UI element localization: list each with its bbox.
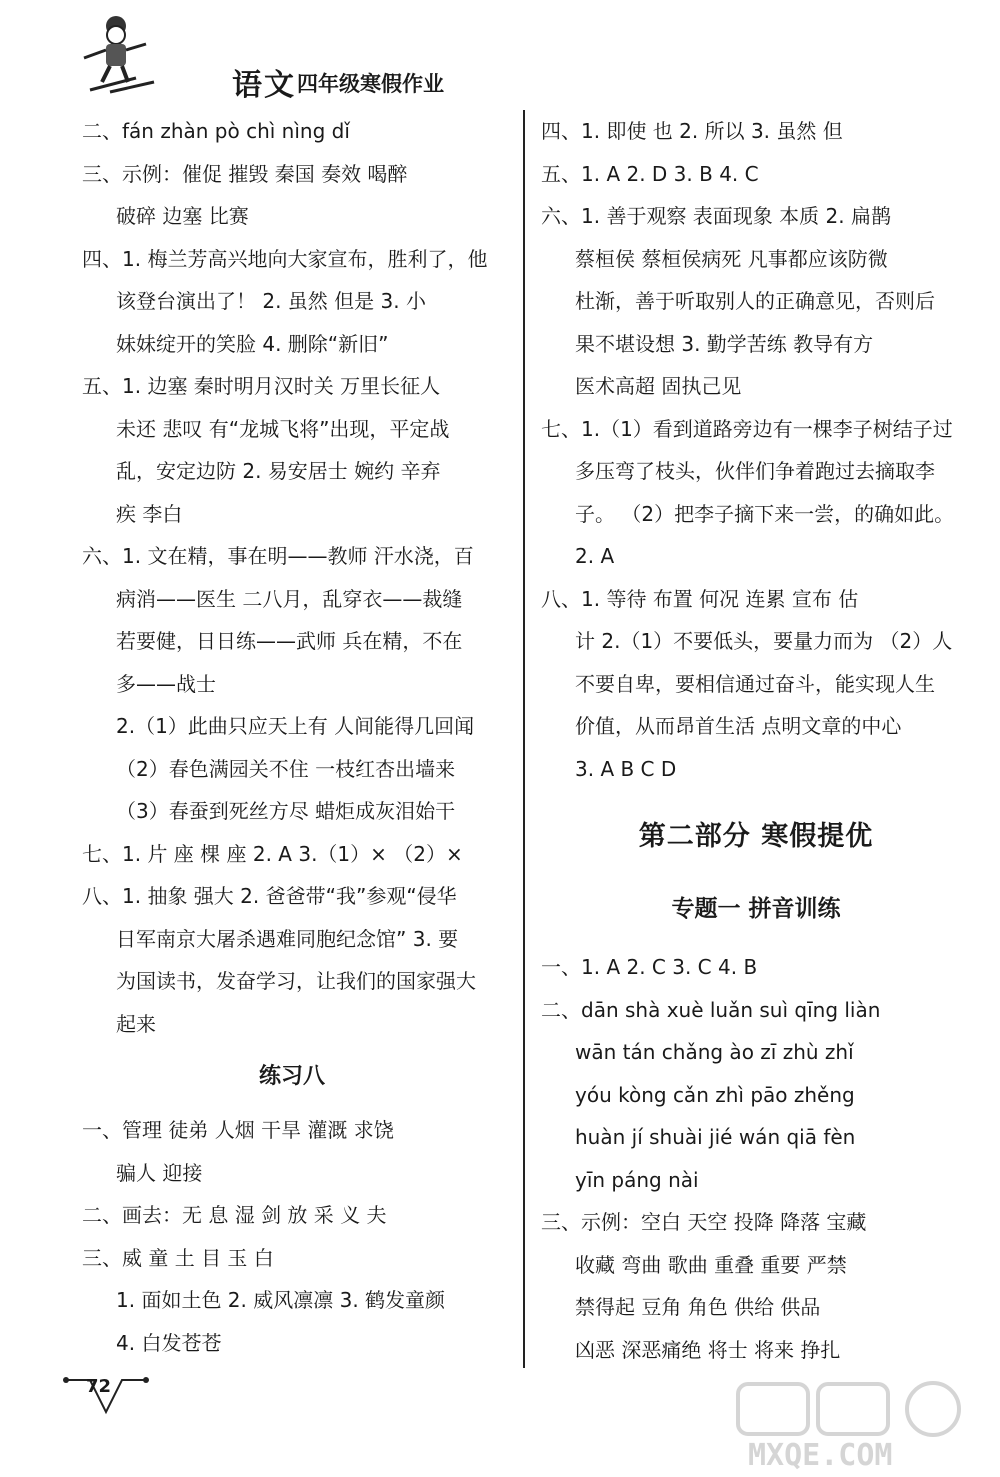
answer-line: 破碎 边塞 比赛 <box>116 204 249 228</box>
right-answer-block <box>541 110 971 790</box>
answer-line: 四、1. 梅兰芳高兴地向大家宣布，胜利了，他 <box>82 246 488 271</box>
answer-line: 果不堪设想 3. 勤学苦练 教导有方 <box>575 331 874 356</box>
answer-line: 蔡桓侯 蔡桓侯病死 凡事都应该防微 <box>575 246 888 271</box>
answer-line: 2. A <box>575 544 615 568</box>
book-subtitle: 四年级寒假作业 <box>297 72 444 96</box>
right-answer-block-2 <box>541 946 971 1371</box>
answer-line: 一、管理 徒弟 人烟 干旱 灌溉 求饶 <box>82 1118 394 1142</box>
answer-line: 五、1. 边塞 秦时明月汉时关 万里长征人 <box>82 374 441 398</box>
answer-line: （3）春蚕到死丝方尽 蜡炬成灰泪始干 <box>116 799 456 823</box>
part-title: 第二部分 寒假提优 <box>638 821 874 852</box>
answer-line: 三、威 童 土 目 玉 白 <box>82 1245 274 1270</box>
answer-line: （2）春色满园关不住 一枝红杏出墙来 <box>116 756 456 781</box>
column-divider <box>523 110 525 1368</box>
section-title: 练习八 <box>258 1064 325 1089</box>
answer-line: 禁得起 豆角 角色 供给 供品 <box>575 1295 821 1319</box>
answer-line: 六、1. 善于观察 表面现象 本质 2. 扁鹊 <box>541 204 891 228</box>
answer-line: 多——战士 <box>116 671 216 696</box>
left-answer-block <box>82 110 502 1045</box>
answer-line: huàn jí shuài jié wán qiā fèn <box>575 1125 856 1149</box>
answer-line: 日军南京大屠杀遇难同胞纪念馆” 3. 要 <box>116 926 459 951</box>
left-column <box>82 110 502 1364</box>
left-answer-block-2 <box>82 1109 502 1364</box>
answer-line: 一、1. A 2. C 3. C 4. B <box>541 955 758 979</box>
answer-line: 二、dān shà xuè luǎn suì qīng liàn <box>541 997 881 1022</box>
answer-line: 3. A B C D <box>575 756 677 781</box>
answer-line: 1. 面如土色 2. 威风凛凛 3. 鹤发童颜 <box>116 1288 446 1312</box>
answer-line: 四、1. 即使 也 2. 所以 3. 虽然 但 <box>541 119 843 143</box>
answer-line: 该登台演出了！ 2. 虽然 但是 3. 小 <box>116 289 426 313</box>
answer-line: 六、1. 文在精，事在明——教师 汗水浇，百 <box>82 544 474 568</box>
answer-line: 五、1. A 2. D 3. B 4. C <box>541 161 759 186</box>
answer-line: 八、1. 等待 布置 何况 连累 宣布 估 <box>541 586 859 611</box>
skier-mascot-icon <box>72 8 156 94</box>
answer-line: 凶恶 深恶痛绝 将士 将来 挣扎 <box>575 1337 841 1362</box>
answer-line: 起来 <box>116 1011 156 1036</box>
answer-line: 七、1.（1）看到道路旁边有一棵李子树结子过 <box>541 416 953 441</box>
answer-line: 2.（1）此曲只应天上有 人间能得几回闻 <box>116 714 475 738</box>
answer-line: 二、fán zhàn pò chì nìng dǐ <box>82 119 350 143</box>
answer-line: 收藏 弯曲 歌曲 重叠 重要 严禁 <box>575 1252 847 1277</box>
answer-line: 多压弯了枝头，伙伴们争着跑过去摘取李 <box>575 459 935 483</box>
answer-line: 杜渐，善于听取别人的正确意见，否则后 <box>575 289 935 313</box>
answer-line: 4. 白发苍苍 <box>116 1330 222 1355</box>
answer-line: 乱，安定边防 2. 易安居士 婉约 辛弃 <box>116 459 441 483</box>
answer-line: 未还 悲叹 有“龙城飞将”出现，平定战 <box>116 416 450 441</box>
answer-line: 若要健，日日练——武师 兵在精，不在 <box>116 629 463 653</box>
answer-line: 三、示例：催促 摧毁 秦国 奏效 喝醉 <box>82 161 408 186</box>
answer-line: 妹妹绽开的笑脸 4. 删除“新旧” <box>116 331 389 356</box>
answer-line: 疾 李白 <box>116 501 183 526</box>
answer-line: 不要自卑，要相信通过奋斗，能实现人生 <box>575 671 935 696</box>
answer-line: 骗人 迎接 <box>116 1160 203 1185</box>
watermark-icon <box>728 1378 988 1438</box>
answer-line: 病消——医生 二八月，乱穿衣——裁缝 <box>116 586 463 611</box>
answer-line: 为国读书，发奋学习，让我们的国家强大 <box>116 969 476 993</box>
answer-line: 子。 （2）把李子摘下来一尝，的确如此。 <box>575 501 955 526</box>
page-number-badge <box>60 1368 152 1418</box>
answer-line: yīn páng nài <box>575 1167 699 1192</box>
answer-line: 八、1. 抽象 强大 2. 爸爸带“我”参观“侵华 <box>82 884 457 908</box>
topic-title: 专题一 拼音训练 <box>671 896 841 922</box>
answer-line: 医术高超 固执己见 <box>575 374 742 398</box>
answer-line: wān tán chǎng ào zī zhù zhǐ <box>575 1040 854 1064</box>
answer-line: 二、画去：无 息 湿 剑 放 采 义 夫 <box>82 1203 387 1227</box>
page-header <box>72 8 472 103</box>
answer-line: 七、1. 片 座 棵 座 2. A 3.（1）× （2）× <box>82 841 463 866</box>
answer-line: 计 2.（1）不要低头，要量力而为 （2）人 <box>575 629 953 653</box>
answer-line: yóu kòng cǎn zhì pāo zhěng <box>575 1082 855 1107</box>
subject-title: 语文 <box>232 68 296 103</box>
answer-line: 三、示例：空白 天空 投降 降落 宝藏 <box>541 1210 867 1234</box>
watermark-logo <box>728 1378 988 1476</box>
answer-line: 价值，从而昂首生活 点明文章的中心 <box>575 714 902 738</box>
watermark-text: MXQE.COM <box>748 1438 893 1473</box>
page-number: 72 <box>86 1376 112 1397</box>
right-column <box>541 110 971 1371</box>
